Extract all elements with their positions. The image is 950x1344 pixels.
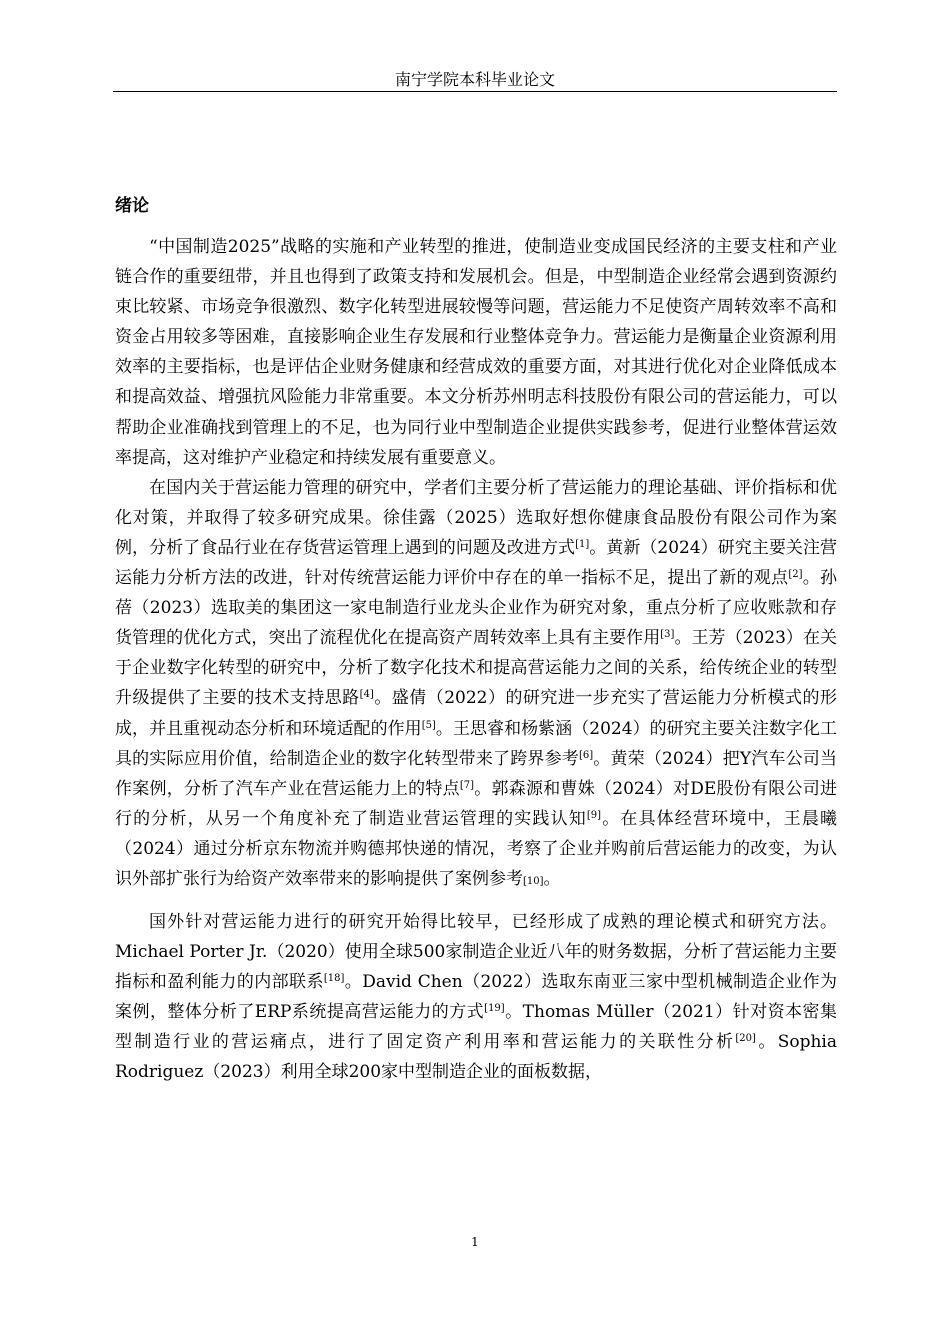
citation: [3] xyxy=(660,629,675,641)
running-header: 南宁学院本科毕业论文 xyxy=(394,70,555,89)
section-title: 绪论 xyxy=(115,196,149,216)
citation: [4] xyxy=(359,689,374,701)
text-run: 。Sophia Rodriguez（2023）利用全球200家中型制造企业的面板数据， xyxy=(115,1032,837,1083)
citation: [9] xyxy=(586,809,602,821)
text-run: 。在具体经营环境中，王晨曦（2024）通过分析京东物流并购德邦快递的情况，考察了企业并购前后营运能力的改变，为认识外部扩张行为给资产效率带来的影响提供了案例参考 xyxy=(115,808,838,889)
paragraph-2 xyxy=(115,473,837,897)
citation: [5] xyxy=(421,719,436,731)
paragraph-3 xyxy=(115,907,837,1088)
text-run: 。孙蓓（2023）选取美的集团这一家电制造行业龙头企业作为研究对象，重点分析了应收账款和存货管理的优化方式，突出了流程优化在提高资产周转效率上具有主要作用 xyxy=(115,568,838,649)
text-run: 。郭森源和曹姝（2024）对DE股份有限公司进行的分析，从另一个角度补充了制造业营运管理的实践认知 xyxy=(115,778,838,829)
text-run: 。David Chen（2022）选取东南亚三家中型机械制造企业作为案例，整体分析了ERP系统提高营运能力的方式 xyxy=(115,972,838,1023)
citation: [10] xyxy=(523,875,544,887)
text-run: 。黄荣（2024）把Y汽车公司当作案例，分析了汽车产业在营运能力上的特点 xyxy=(115,748,837,799)
citation: [1] xyxy=(575,538,590,550)
citation: [18] xyxy=(323,973,345,985)
text-run: 。 xyxy=(543,868,561,889)
paragraph-1: “中国制造2025”战略的实施和产业转型的推进，使制造业变成国民经济的主要支柱和产业链合作的重要纽带，并且也得到了政策支持和发展机会。但是，中型制造企业经常会遇到资源约束比较紧、市场竞争很激烈、数字化转型进展较慢等问题，营运能力不足使资产周转效率不高和资金占用较多等困难，直接影响企业生存发展和行业整体竞争力。营运能力是衡量企业资源利用效率的主要指标，也是评估企业财务健康和经营成效的重要方面，对其进行优化对企业降低成本和提高效益、增强抗风险能力非常重要。本文分析苏州明志科技股份有限公司的营运能力，可以帮助企业准确找到管理上的不足，也为同行业中型制造企业提供实践参考，促进行业整体营运效率提高，这对维护产业稳定和持续发展有重要意义。 xyxy=(115,237,837,468)
page-number: 1 xyxy=(471,1235,479,1249)
text-run: 在国内关于营运能力管理的研究中，学者们主要分析了营运能力的理论基础、评价指标和优化对策，并取得了较多研究成果。徐佳露（2025）选取好想你健康食品股份有限公司作为案例，分析了食品行业在存货营运管理上遇到的问题及改进方式 xyxy=(115,477,837,558)
citation: [2] xyxy=(788,569,803,581)
text-run: 。王芳（2023）在关于企业数字化转型的研究中，分析了数字化技术和提高营运能力之间的关系，给传统企业的转型升级提供了主要的技术支持思路 xyxy=(115,628,837,709)
header-rule xyxy=(113,91,837,92)
citation: [7] xyxy=(459,779,475,791)
text-run: 。王思睿和杨紫涵（2024）的研究主要关注数字化工具的实际应用价值，给制造企业的数字化转型带来了跨界参考 xyxy=(115,718,837,769)
citation: [20] xyxy=(735,1033,756,1045)
text-run: 。黄新（2024）研究主要关注营运能力分析方法的改进，针对传统营运能力评价中存在的单一指标不足，提出了新的观点 xyxy=(115,537,838,589)
text-run: 国外针对营运能力进行的研究开始得比较早，已经形成了成熟的理论模式和研究方法。Michael Porter Jr.（2020）使用全球500家制造企业近八年的财务数据，分析了营运能力主要指标和盈利能力的内部联系 xyxy=(115,911,837,993)
text-run: 。盛倩（2022）的研究进一步充实了营运能力分析模式的形成，并且重视动态分析和环境适配的作用 xyxy=(115,688,838,739)
citation: [6] xyxy=(578,749,594,761)
body-text xyxy=(115,232,837,1088)
citation: [19] xyxy=(484,1003,505,1015)
text-run: 。Thomas Müller（2021）针对资本密集型制造行业的营运痛点，进行了固定资产利用率和营运能力的关联性分析 xyxy=(115,1002,837,1053)
